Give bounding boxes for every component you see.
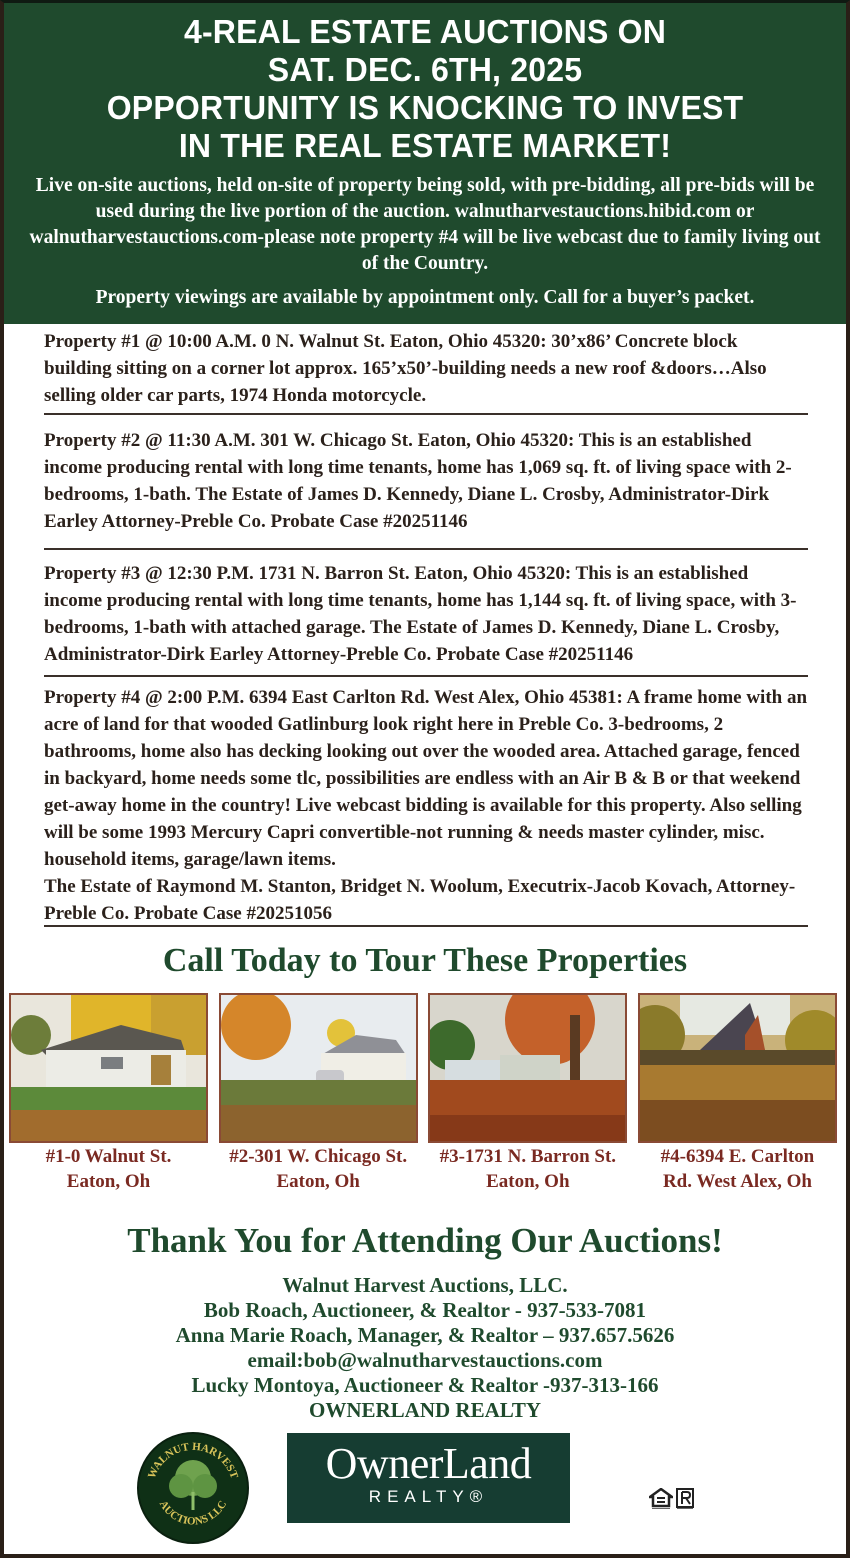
- property-4-text: Property #4 @ 2:00 P.M. 6394 East Carlton Rd. West Alex, Ohio 45381: A frame home with an acre of land for that wooded Gatlinburg look right here in Preble Co. 3-bedrooms, 2 bathrooms, home also has decking looking out over the wooded area. Attached garage, fenced in backyard, home needs some tlc, possibilities are endless with an Air B & B or that weekend get-away home in the country! Live webcast bidding is available for this property. Also selling will be some 1993 Mercury Capri convertible-not running & needs master cylinder, misc. household items, garage/lawn items.: [44, 687, 808, 870]
- viewing-note: Property viewings are available by appointment only. Call for a buyer’s packet.: [95, 287, 755, 308]
- ownerland-wordmark: OwnerLand: [325, 1439, 532, 1488]
- photo-3-caption-line-1: #3-1731 N. Barron St.: [439, 1146, 617, 1167]
- contact-bob-roach: Bob Roach, Auctioneer, & Realtor - 937-533-7081: [203, 1298, 647, 1322]
- contact-block: [4, 1273, 846, 1423]
- a-frame-home-photo-icon: [640, 995, 835, 1141]
- svg-text:AUCTIONS LLC: AUCTIONS LLC: [156, 1498, 230, 1528]
- photo-card-4: [638, 993, 837, 1193]
- intro-text: Live on-site auctions, held on-site of property being sold, with pre-bidding, all pre-bids will be used during the live portion of the auction. walnutharvestauctions.hibid.com or walnutharvestauctions.com-please note property #4 will be live webcast due to family living out of the Country.: [29, 175, 821, 274]
- photo-1-caption-line-1: #1-0 Walnut St.: [45, 1146, 172, 1167]
- property-2-photo: [219, 993, 418, 1143]
- header-banner: [4, 3, 846, 324]
- photo-2-caption-line-2: Eaton, Oh: [276, 1171, 360, 1192]
- logo-row: [4, 1426, 846, 1536]
- photo-card-2: [219, 993, 418, 1193]
- property-4-estate: The Estate of Raymond M. Stanton, Bridget N. Woolum, Executrix-Jacob Kovach, Attorney-Preble Co. Probate Case #20251056: [44, 876, 796, 924]
- tree-icon: [139, 1434, 247, 1542]
- company-name: Walnut Harvest Auctions, LLC.: [282, 1273, 568, 1297]
- compliance-logos: [649, 1488, 696, 1510]
- contact-lucky-montoya: Lucky Montoya, Auctioneer & Realtor -937-313-166: [191, 1373, 659, 1397]
- photo-4-caption-line-2: Rd. West Alex, Oh: [662, 1171, 812, 1192]
- rental-home-photo-icon: [430, 995, 625, 1141]
- headline-line-2: SAT. DEC. 6TH, 2025: [267, 51, 583, 88]
- property-item-3: [44, 550, 808, 677]
- headline-line-3: OPPORTUNITY IS KNOCKING TO INVEST: [106, 89, 744, 126]
- property-item-1: [44, 324, 808, 415]
- property-item-2: [44, 415, 808, 550]
- property-photos: [4, 993, 846, 1193]
- property-1-photo: [9, 993, 208, 1143]
- equal-housing-icon: [649, 1488, 673, 1510]
- house-photo-icon: [221, 995, 416, 1141]
- photo-card-3: [428, 993, 627, 1193]
- headline-line-4: IN THE REAL ESTATE MARKET!: [178, 127, 672, 164]
- property-item-4: [44, 677, 808, 927]
- photo-3-caption-line-2: Eaton, Oh: [486, 1171, 570, 1192]
- photo-4-caption-line-1: #4-6394 E. Carlton: [660, 1146, 815, 1167]
- property-2-text: Property #2 @ 11:30 A.M. 301 W. Chicago St. Eaton, Ohio 45320: This is an established income producing rental with long time tenants, home has 1,069 sq. ft. of living space with 2-bedrooms, 1-bath. The Estate of James D. Kennedy, Diane L. Crosby, Administrator-Dirk Earley Attorney-Preble Co. Probate Case #20251146: [44, 430, 792, 532]
- property-3-text: Property #3 @ 12:30 P.M. 1731 N. Barron St. Eaton, Ohio 45320: This is an established income producing rental with long time tenants, home has 1,144 sq. ft. of living space, with 3-bedrooms, 1-bath with attached garage. The Estate of James D. Kennedy, Diane L. Crosby, Administrator-Dirk Earley Attorney-Preble Co. Probate Case #20251146: [44, 563, 797, 665]
- barn-photo-icon: [11, 995, 206, 1141]
- call-to-action-heading: Call Today to Tour These Properties: [162, 942, 688, 979]
- property-3-photo: [428, 993, 627, 1143]
- property-4-photo: [638, 993, 837, 1143]
- headline-line-1: 4-REAL ESTATE AUCTIONS ON: [183, 13, 667, 50]
- photo-card-1: [9, 993, 208, 1193]
- walnut-harvest-logo: [137, 1432, 249, 1544]
- photo-1-caption-line-2: Eaton, Oh: [66, 1171, 151, 1192]
- property-1-text: Property #1 @ 10:00 A.M. 0 N. Walnut St. Eaton, Ohio 45320: 30’x86’ Concrete block building sitting on a corner lot approx. 165’x50’-building needs a new roof &doors…Also selling older car parts, 1974 Honda motorcycle.: [44, 331, 767, 406]
- photo-2-caption-line-1: #2-301 W. Chicago St.: [229, 1146, 408, 1167]
- ownerland-realty-logo: [287, 1433, 570, 1523]
- realtor-icon: [676, 1488, 696, 1510]
- contact-anna-marie-roach: Anna Marie Roach, Manager, & Realtor – 937.657.5626: [175, 1323, 675, 1347]
- thank-you-heading: Thank You for Attending Our Auctions!: [127, 1221, 723, 1260]
- realty-name: OWNERLAND REALTY: [308, 1398, 541, 1422]
- property-list: [4, 324, 846, 927]
- svg-text:WALNUT HARVEST: WALNUT HARVEST: [145, 1440, 241, 1481]
- ownerland-realty-subtitle: REALTY®: [368, 1487, 489, 1506]
- contact-email: email:bob@walnutharvestauctions.com: [247, 1348, 603, 1372]
